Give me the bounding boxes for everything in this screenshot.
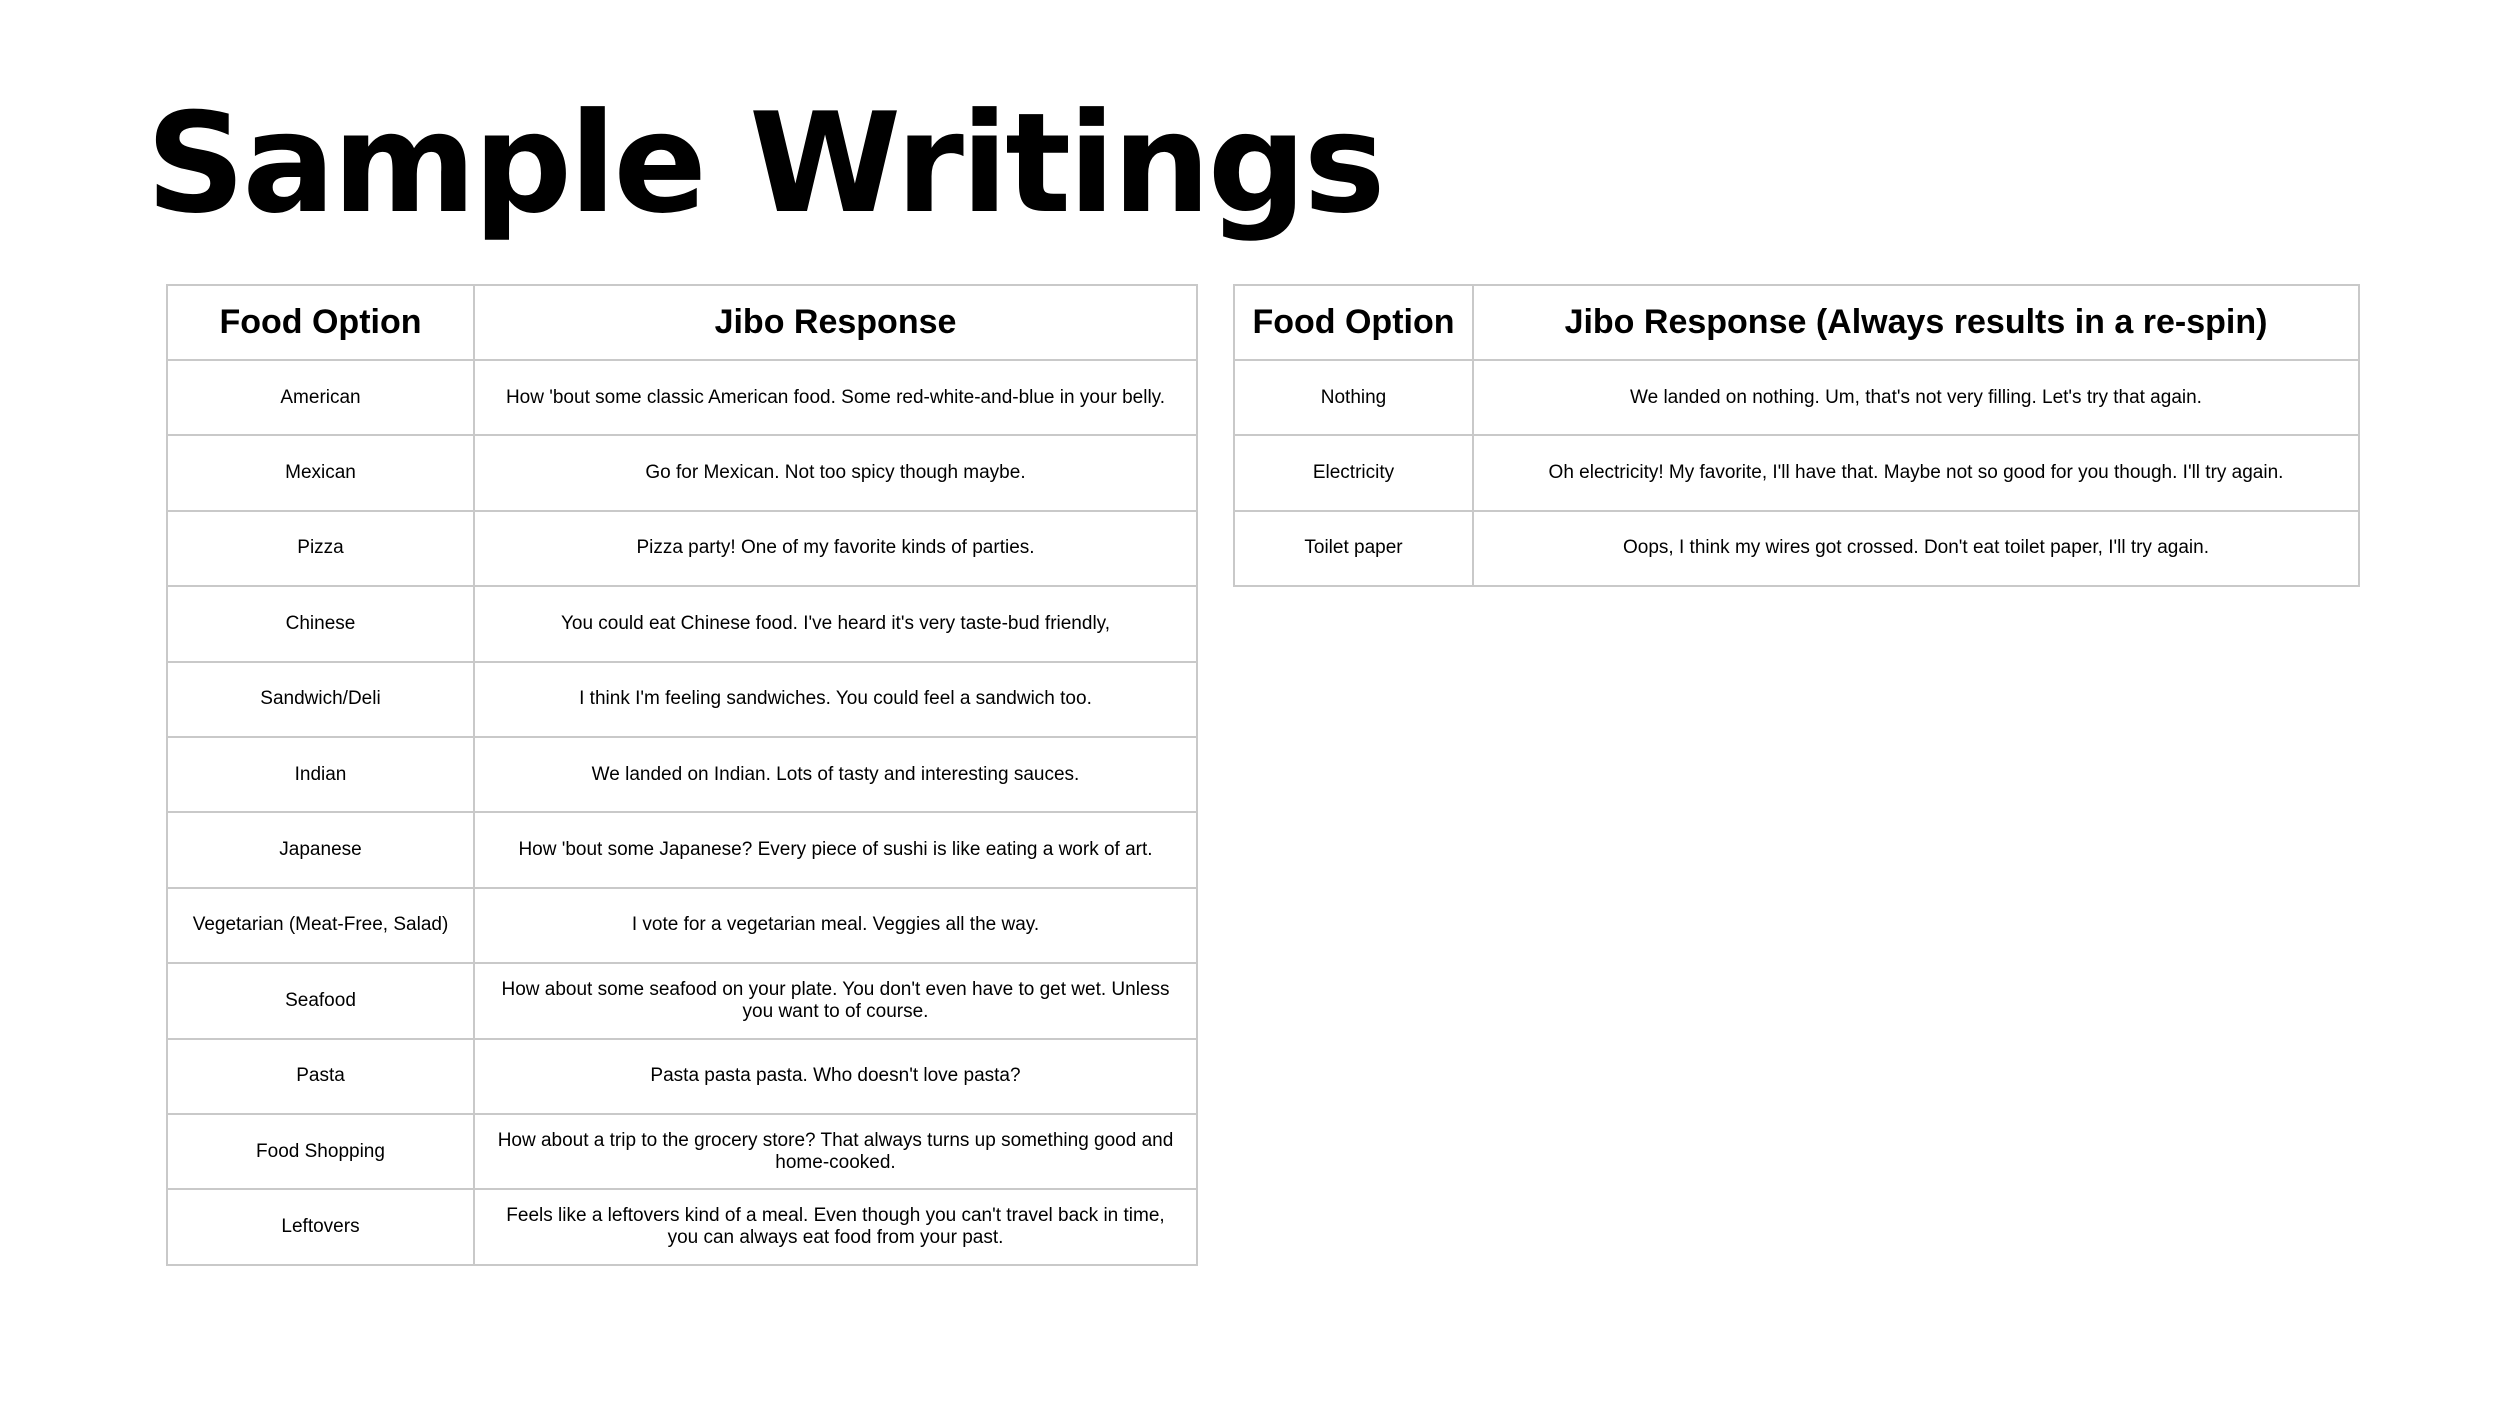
- food-option-cell: Vegetarian (Meat-Free, Salad): [167, 888, 474, 963]
- table-row: [167, 435, 1197, 510]
- food-option-cell: Toilet paper: [1234, 511, 1473, 586]
- column-header-jibo-response-respin: Jibo Response (Always results in a re-spin): [1473, 285, 2359, 360]
- page-title: Sample Writings: [146, 83, 1383, 244]
- food-responses-table: [166, 284, 1198, 1266]
- jibo-response-cell: Oops, I think my wires got crossed. Don't eat toilet paper, I'll try again.: [1473, 511, 2359, 586]
- jibo-response-cell: How about a trip to the grocery store? That always turns up something good and home-cooked.: [474, 1114, 1197, 1189]
- jibo-response-cell: Feels like a leftovers kind of a meal. Even though you can't travel back in time, you can always eat food from your past.: [474, 1189, 1197, 1264]
- food-option-cell: American: [167, 360, 474, 435]
- jibo-response-cell: How about some seafood on your plate. You don't even have to get wet. Unless you want to of course.: [474, 963, 1197, 1038]
- table-row: [1234, 435, 2359, 510]
- jibo-response-cell: How 'bout some Japanese? Every piece of sushi is like eating a work of art.: [474, 812, 1197, 887]
- table-row: [167, 888, 1197, 963]
- jibo-response-cell: How 'bout some classic American food. Some red-white-and-blue in your belly.: [474, 360, 1197, 435]
- jibo-response-cell: Oh electricity! My favorite, I'll have that. Maybe not so good for you though. I'll try again.: [1473, 435, 2359, 510]
- table-row: [1234, 360, 2359, 435]
- jibo-response-cell: You could eat Chinese food. I've heard it's very taste-bud friendly,: [474, 586, 1197, 661]
- food-option-cell: Nothing: [1234, 360, 1473, 435]
- jibo-response-cell: Pizza party! One of my favorite kinds of parties.: [474, 511, 1197, 586]
- jibo-response-cell: I think I'm feeling sandwiches. You could feel a sandwich too.: [474, 662, 1197, 737]
- table-row: [167, 586, 1197, 661]
- jibo-response-cell: We landed on Indian. Lots of tasty and interesting sauces.: [474, 737, 1197, 812]
- food-option-cell: Japanese: [167, 812, 474, 887]
- column-header-food-option: Food Option: [1234, 285, 1473, 360]
- food-option-cell: Pasta: [167, 1039, 474, 1114]
- food-option-cell: Sandwich/Deli: [167, 662, 474, 737]
- food-option-cell: Electricity: [1234, 435, 1473, 510]
- table-row: [1234, 511, 2359, 586]
- jibo-response-cell: Go for Mexican. Not too spicy though maybe.: [474, 435, 1197, 510]
- respin-responses-table: [1233, 284, 2360, 587]
- food-option-cell: Leftovers: [167, 1189, 474, 1264]
- table-row: [167, 511, 1197, 586]
- table-row: [167, 963, 1197, 1038]
- food-option-cell: Pizza: [167, 511, 474, 586]
- table-header-row: [167, 285, 1197, 360]
- food-option-cell: Food Shopping: [167, 1114, 474, 1189]
- food-option-cell: Chinese: [167, 586, 474, 661]
- jibo-response-cell: Pasta pasta pasta. Who doesn't love pasta?: [474, 1039, 1197, 1114]
- food-option-cell: Seafood: [167, 963, 474, 1038]
- food-option-cell: Mexican: [167, 435, 474, 510]
- jibo-response-cell: We landed on nothing. Um, that's not very filling. Let's try that again.: [1473, 360, 2359, 435]
- table-row: [167, 360, 1197, 435]
- table-row: [167, 737, 1197, 812]
- table-row: [167, 662, 1197, 737]
- table-row: [167, 1039, 1197, 1114]
- food-option-cell: Indian: [167, 737, 474, 812]
- table-header-row: [1234, 285, 2359, 360]
- jibo-response-cell: I vote for a vegetarian meal. Veggies all the way.: [474, 888, 1197, 963]
- table-row: [167, 1189, 1197, 1264]
- table-row: [167, 1114, 1197, 1189]
- column-header-food-option: Food Option: [167, 285, 474, 360]
- table-row: [167, 812, 1197, 887]
- column-header-jibo-response: Jibo Response: [474, 285, 1197, 360]
